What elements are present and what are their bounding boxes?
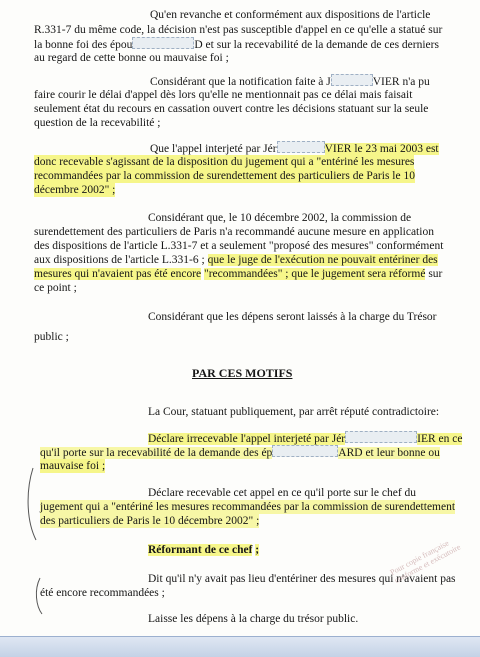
text-line: question de la recevabilité ;	[34, 117, 161, 129]
text-line: Qu'en revanche et conformément aux dispositions de l'article	[150, 9, 431, 21]
text-line: Considérant que les dépens seront laissés à la charge du Trésor	[148, 311, 437, 323]
text-line: R.331-7 du même code, la décision n'est pas susceptible d'appel en ce qu'elle a statué sur	[34, 24, 443, 36]
text-line: Que l'appel interjeté par Jér VIER le 23 mai 2003 est	[150, 143, 439, 155]
highlighted-line: recommandées par la commission de surendettement des particuliers de Paris le 10	[34, 170, 415, 182]
text-line: Laisse les dépens à la charge du trésor public.	[148, 613, 359, 625]
text-line: Dit qu'il n'y avait pas lieu d'entériner des mesures qui n'avaient pas	[148, 573, 456, 585]
text-line: des dispositions de l'article L.331-7 et a seulement "proposé des mesures" conformément	[34, 240, 444, 252]
highlighted-line: donc recevable s'agissant de la disposition du jugement qui a "entériné les mesures	[34, 156, 415, 168]
text-line: la bonne foi des épou D et sur la recevabilité de la demande de ces derniers	[34, 39, 439, 51]
viewer-bottom-bar	[0, 636, 480, 657]
text-line: aux dispositions de l'article L.331-6 ; que le juge de l'exécution ne pouvait entériner des	[34, 254, 438, 266]
text-line: ce point ;	[34, 282, 77, 294]
redaction	[331, 74, 373, 86]
text-line: seulement état du recours en cassation ouvert contre les décisions statuant sur la seule	[34, 103, 429, 115]
redaction	[272, 445, 338, 457]
text-line: qu'il porte sur la recevabilité de la demande des ép ARD et leur bonne ou	[40, 447, 440, 459]
highlighted-line: décembre 2002" ;	[34, 184, 116, 196]
section-heading: PAR CES MOTIFS	[192, 366, 293, 380]
text-line: au regard de cette bonne ou mauvaise foi ;	[34, 52, 229, 64]
text-line: Considérant que la notification faite à J VIER n'a pu	[150, 76, 430, 88]
official-stamp: Pour copie française conforme et exécutoire	[388, 538, 463, 585]
text-line: La Cour, statuant publiquement, par arrêt réputé contradictoire:	[148, 406, 440, 418]
text-line: Déclare irrecevable l'appel interjeté par Jér IER en ce	[148, 433, 463, 445]
text-line: public ;	[34, 331, 69, 343]
redaction	[345, 431, 417, 443]
text-line: mesures qui n'avaient pas été encore "recommandées" ; que le jugement sera réformé sur	[34, 268, 443, 280]
text-line: surendettement des particuliers de Paris n'a recommandé aucune mesure en application	[34, 226, 434, 238]
text-line: faire courir le délai d'appel dès lors qu'elle ne mentionnait pas ce délai mais faisait	[34, 89, 413, 101]
highlighted-line: jugement qui a "entériné les mesures recommandées par la commission de surendettement	[40, 501, 456, 513]
highlighted-line: des particuliers de Paris le 10 décembre 2002" ;	[40, 515, 260, 527]
text-line: été encore recommandées ;	[40, 587, 165, 599]
text-line: Déclare recevable cet appel en ce qu'il porte sur le chef du	[148, 487, 417, 499]
redaction	[277, 141, 325, 153]
text-line: Réformant de ce chef ;	[148, 544, 260, 556]
redaction	[132, 37, 194, 49]
text-line: Considérant que, le 10 décembre 2002, la commission de	[148, 212, 412, 224]
highlighted-line: mauvaise foi ;	[40, 460, 106, 472]
